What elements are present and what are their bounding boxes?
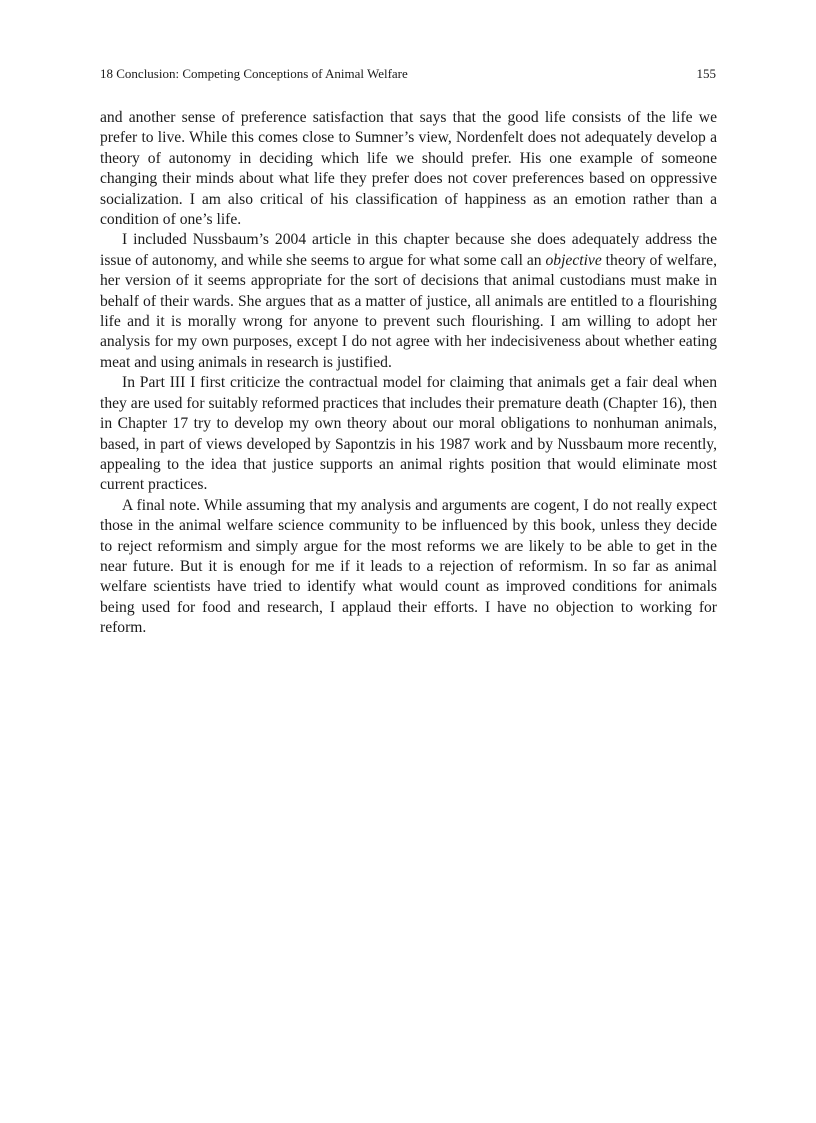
italic-term: objective (545, 251, 602, 269)
paragraph-2-part-1: I included Nussbaum’s 2004 article in this chapter because she does adequately address the issue of autonomy, and while she seems to argue for what some call an (100, 231, 717, 269)
body-text (100, 108, 717, 639)
paragraph-4: A final note. While assuming that my analysis and arguments are cogent, I do not really expect those in the animal welfare science community to be influenced by this book, unless they decide to reject reformism and simply argue for the most reforms we are likely to be able to get in the near future. But it is enough for me if it leads to a rejection of reformism. In so far as animal welfare scientists have tried to identify what would count as improved conditions for animals being used for food and research, I applaud their efforts. I have no objection to working for reform. (100, 496, 717, 637)
paragraph-2 (100, 230, 717, 373)
paragraph-3: In Part III I first criticize the contractual model for claiming that animals get a fair deal when they are used for suitably reformed practices that includes their premature death (Chapter 16), then in Chapter 17 try to develop my own theory about our moral obligations to nonhuman animals, based, in part of views developed by Sapontzis in his 1987 work and by Nussbaum more recently, appealing to the idea that justice supports an animal rights position that would eliminate most current practices. (100, 374, 717, 494)
paragraph-2-part-2: theory of welfare, her version of it seems appropriate for the sort of decisions that animal custodians must make in behalf of their wards. She argues that as a matter of justice, all animals are entitled to a flourishing life and it is morally wrong for anyone to prevent such flourishing. I am willing to adopt her analysis for my own purposes, except I do not agree with her indecisiveness about whether eating meat and using animals in research is justified. (100, 251, 717, 371)
chapter-title: 18 Conclusion: Competing Conceptions of Animal Welfare (100, 66, 408, 81)
page-number: 155 (696, 66, 716, 81)
running-head (100, 66, 716, 82)
paragraph-1: and another sense of preference satisfaction that says that the good life consists of the life we prefer to live. While this comes close to Sumner’s view, Nordenfelt does not adequately develop a theory of autonomy in deciding which life we should prefer. His one example of someone changing their minds about what life they prefer does not cover preferences based on oppressive socialization. I am also critical of his classification of happiness as an emotion rather than a condition of one’s life. (100, 109, 717, 229)
